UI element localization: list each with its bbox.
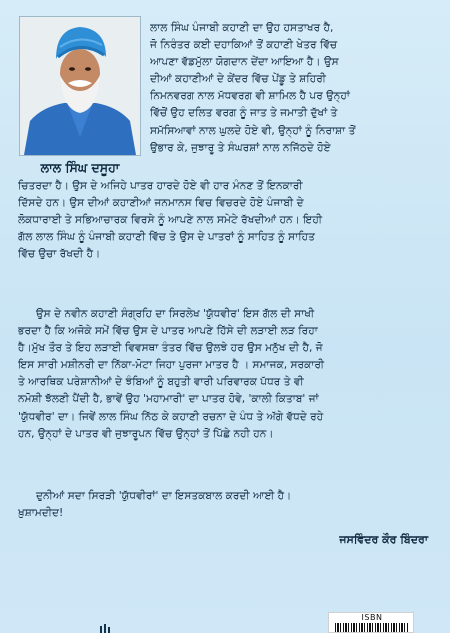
text-line: ਹੈ।ਮੁੱਖ ਤੌਰ ਤੇ ਇਹ ਲੜਾਈ ਵਿਵਸਥਾ ਤੰਤਰ ਵਿੱਚ ਉਲਝੇ ਹਰ ਉਸ ਮਨੁੱਖ ਦੀ ਹੈ, ਜੋ <box>18 342 323 355</box>
text-line: ਸਮੱਸਿਆਵਾਂ ਨਾਲ ਘੁਲਦੇ ਹੋਏ ਵੀ, ਉਨ੍ਹਾਂ ਨੂੰ ਨਿਰਾਸ਼ਾ ਤੋਂ <box>150 124 356 137</box>
text-line: ਖ਼ੁਸ਼ਾਮਦੀਦ! <box>18 507 64 520</box>
text-line: ਵਿੱਚੋਂ ਉਹ ਦਲਿਤ ਵਰਗ ਨੂੰ ਜਾਤ ਤੇ ਜਮਾਤੀ ਦੁੱਖਾਂ ਤੇ <box>150 107 338 120</box>
author-photo <box>19 16 141 156</box>
text-line: ਦਿੱਸਦੇ ਹਨ। ਉਸ ਦੀਆਂ ਕਹਾਣੀਆਂ ਜਨਮਾਨਸ ਵਿਚ ਵਿਚਰਦੇ ਹੋਏ ਪੰਜਾਬੀ ਦੇ <box>18 197 304 210</box>
signature: ਜਸਵਿੰਦਰ ਕੌਰ ਬਿੰਦਰਾ <box>339 533 428 546</box>
text-line: ਵਿੱਚ ਉਚਾ ਰੱਖਦੀ ਹੈ। <box>18 248 101 261</box>
text-line: ਹਨ, ਉਨ੍ਹਾਂ ਦੇ ਪਾਤਰ ਵੀ ਜੁਝਾਰੂਪਨ ਵਿੱਚ ਉਨ੍ਹਾਂ ਤੋਂ ਪਿੱਛੇ ਨਹੀ ਹਨ। <box>18 427 274 440</box>
text-line: ਇਸ ਸਾਰੀ ਮਸ਼ੀਨਰੀ ਦਾ ਨਿੱਕਾ-ਮੋਟਾ ਜਿਹਾ ਪੁਰਜਾ ਮਾਤਰ ਹੈ । ਸਮਾਜਕ, ਸਰਕਾਰੀ <box>18 359 325 372</box>
text-line: ਦੁਨੀਆਂ ਸਦਾ ਸਿਰੜੀ 'ਯੁੱਧਵੀਰਾਂ' ਦਾ ਇਸਤਕਬਾਲ ਕਰਦੀ ਆਈ ਹੈ। <box>36 490 292 502</box>
text-line: ਦੀਆਂ ਕਹਾਣੀਆਂ ਦੇ ਕੇਂਦਰ ਵਿੱਚ ਪੇਂਡੂ ਤੇ ਸ਼ਹਿਰੀ <box>150 73 326 86</box>
body-paragraph-1 <box>18 178 440 263</box>
text-line: ਨਮੋਸ਼ੀ ਝੱਲਣੀ ਪੈਂਦੀ ਹੈ, ਭਾਵੇਂ ਉਹ 'ਮਹਾਮਾਰੀ' ਦਾ ਪਾਤਰ ਹੋਵੇ, 'ਕਾਲੀ ਕਿਤਾਬ' ਜਾਂ <box>18 393 319 406</box>
intro-paragraph <box>150 20 438 157</box>
text-line: ਚਿਤਰਦਾ ਹੈ। ਉਸ ਦੇ ਅਜਿਹੇ ਪਾਤਰ ਹਾਰਦੇ ਹੋਏ ਵੀ ਹਾਰ ਮੰਨਣ ਤੋਂ ਇਨਕਾਰੀ <box>18 180 303 192</box>
text-line: ਤੇ ਆਰਥਿਕ ਪਰੇਸ਼ਾਨੀਆਂ ਦੇ ਝੰਬਿਆਂ ਨੂੰ ਬਹੁਤੀ ਵਾਰੀ ਪਰਿਵਾਰਕ ਪੱਧਰ ਤੇ ਵੀ <box>18 376 304 389</box>
text-line: 'ਯੁੱਧਵੀਰ' ਦਾ। ਜਿਵੇਂ ਲਾਲ ਸਿੰਘ ਨਿੱਠ ਕੇ ਕਹਾਣੀ ਰਚਨਾ ਦੇ ਪੰਧ ਤੇ ਅੱਗੇ ਵੱਧਦੇ ਰਹੇ <box>18 410 324 423</box>
text-line: ਆਪਣਾ ਵੱਡਮੁੱਲਾ ਯੋਗਦਾਨ ਦੇਂਦਾ ਆਇਆ ਹੈ। ਉਸ <box>150 56 339 69</box>
publisher-mark-icon <box>99 624 113 633</box>
isbn-label: ISBN <box>361 613 383 622</box>
body-paragraph-3 <box>18 488 440 522</box>
text-line: ਲੋਕਧਾਰਾਈ ਤੇ ਸਭਿਆਚਾਰਕ ਵਿਰਸੇ ਨੂੰ ਆਪਣੇ ਨਾਲ ਸਮੇਟੇ ਰੱਖਦੀਆਂ ਹਨ। ਇਹੀ <box>18 214 323 227</box>
text-line: ਨਿਮਨਵਰਗ ਨਾਲ ਮੱਧਵਰਗ ਵੀ ਸ਼ਾਮਿਲ ਹੈ ਪਰ ਉਨ੍ਹਾਂ <box>150 90 350 103</box>
text-line: ਉਭਾਰ ਕੇ, ਜੁਝਾਰੂ ਤੇ ਸੰਘਰਸ਼ਾਂ ਨਾਲ ਨਜਿੱਠਦੇ ਹੋਏ <box>150 141 331 154</box>
text-line: ਗੱਲ ਲਾਲ ਸਿੰਘ ਨੂੰ ਪੰਜਾਬੀ ਕਹਾਣੀ ਵਿੱਚ ਤੇ ਉਸ ਦੇ ਪਾਤਰਾਂ ਨੂੰ ਸਾਹਿਤ ਨੂੰ ਸਾਹਿਤ <box>18 231 315 244</box>
barcode <box>335 623 409 633</box>
body-paragraph-2 <box>18 306 440 443</box>
author-name: ਲਾਲ ਸਿੰਘ ਦਸੂਹਾ <box>40 160 120 175</box>
text-line: ਭਰਦਾ ਹੈ ਕਿ ਅਜੋਕੇ ਸਮੇਂ ਵਿੱਚ ਉਸ ਦੇ ਪਾਤਰ ਆਪਣੇ ਹਿੱਸੇ ਦੀ ਲੜਾਈ ਲੜ ਰਿਹਾ <box>18 325 318 338</box>
text-line: ਜੋ ਨਿਰੰਤਰ ਕਈ ਦਹਾਕਿਆਂ ਤੋਂ ਕਹਾਣੀ ਖੇਤਰ ਵਿੱਚ <box>150 39 338 52</box>
text-line: ਲਾਲ ਸਿੰਘ ਪੰਜਾਬੀ ਕਹਾਣੀ ਦਾ ਉਹ ਹਸਤਾਖਰ ਹੈ, <box>150 22 334 34</box>
text-line: ਉਸ ਦੇ ਨਵੀਨ ਕਹਾਣੀ ਸੰਗ੍ਰਹਿ ਦਾ ਸਿਰਲੇਖ 'ਯੁੱਧਵੀਰ' ਇਸ ਗੱਲ ਦੀ ਸਾਖੀ <box>36 308 315 320</box>
isbn-block <box>328 612 414 633</box>
author-portrait-image <box>20 17 140 155</box>
